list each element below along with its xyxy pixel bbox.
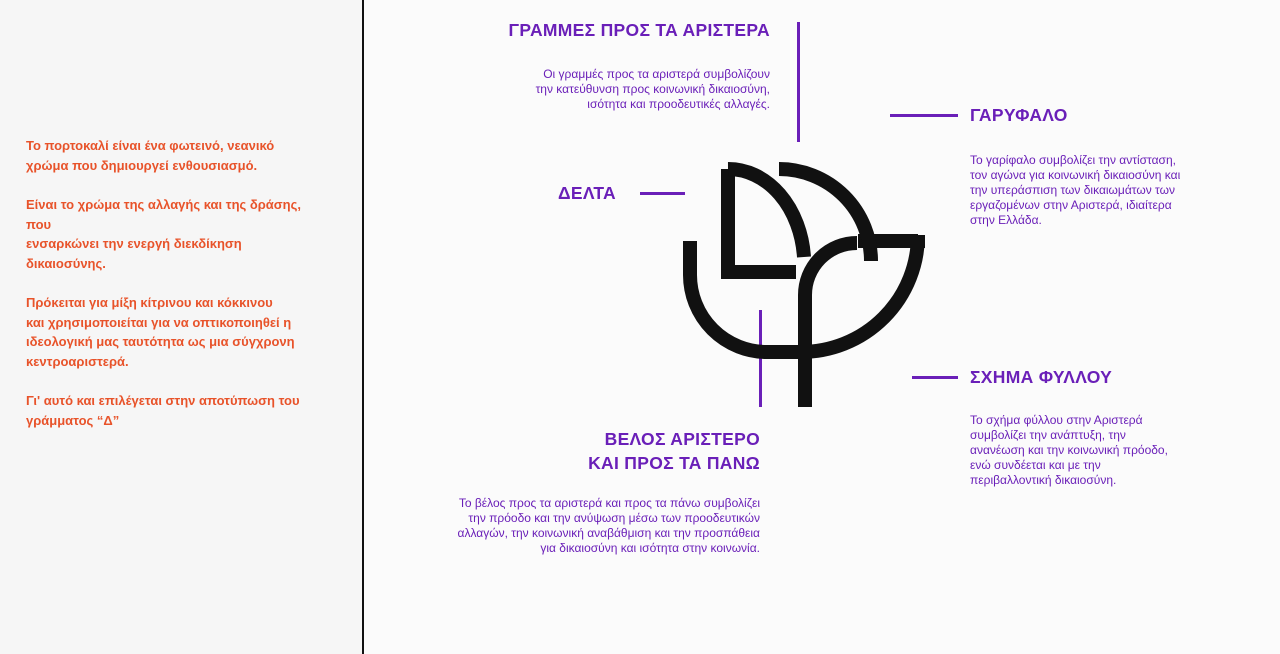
lines-left-connector [797, 22, 800, 142]
left-panel [0, 0, 362, 654]
arrow-title: ΒΕΛΟΣ ΑΡΙΣΤΕΡΟ ΚΑΙ ΠΡΟΣ ΤΑ ΠΑΝΩ [588, 429, 760, 473]
left-paragraph-2: Είναι το χρώμα της αλλαγής και της δράσης, που ενσαρκώνει την ενεργή διεκδίκηση δικαιοσύνης. [26, 197, 301, 271]
lines-left-description: Οι γραμμές προς τα αριστερά συμβολίζουν την κατεύθυνση προς κοινωνική δικαιοσύνη, ισότητα και προοδευτικές αλλαγές. [535, 67, 770, 111]
arrow-description: Το βέλος προς τα αριστερά και προς τα πάνω συμβολίζει την πρόοδο και την ανύψωση μέσω των προοδευτικών αλλαγών, την κοινωνική αναβάθμιση και την προσπάθεια για δικαιοσύνη και ισότητα στην κοινωνία. [457, 496, 760, 555]
left-paragraph-1: Το πορτοκαλί είναι ένα φωτεινό, νεανικό χρώμα που δημιουργεί ενθουσιασμό. [26, 138, 275, 173]
left-paragraph-3: Πρόκειται για μίξη κίτρινου και κόκκινου και χρησιμοποιείται για να οπτικοποιηθεί η ιδεολογική μας ταυτότητα ως μια σύγχρονη κεντροαριστερά. [26, 295, 295, 369]
delta-title: ΔΕΛΤΑ [558, 183, 616, 203]
carnation-title: ΓΑΡΥΦΑΛΟ [970, 105, 1068, 125]
delta-carnation-leaf-logo-icon [683, 155, 933, 410]
carnation-description: Το γαρίφαλο συμβολίζει την αντίσταση, τον αγώνα για κοινωνική δικαιοσύνη και την υπεράσπιση των δικαιωμάτων των εργαζομένων στην Αριστερά, ιδιαίτερα στην Ελλάδα. [970, 153, 1181, 227]
carnation-connector [890, 114, 958, 117]
orange-color-explanation [26, 136, 361, 450]
delta-connector [640, 192, 685, 195]
lines-left-title: ΓΡΑΜΜΕΣ ΠΡΟΣ ΤΑ ΑΡΙΣΤΕΡΑ [508, 20, 770, 40]
left-paragraph-4: Γι' αυτό και επιλέγεται στην αποτύπωση του γράμματος “Δ” [26, 393, 300, 428]
leaf-shape-description: Το σχήμα φύλλου στην Αριστερά συμβολίζει την ανάπτυξη, την ανανέωση και την κοινωνική πρόοδο, ενώ συνδέεται και με την περιβαλλοντική δικαιοσύνη. [970, 413, 1168, 487]
leaf-shape-title: ΣΧΗΜΑ ΦΥΛΛΟΥ [970, 367, 1113, 387]
